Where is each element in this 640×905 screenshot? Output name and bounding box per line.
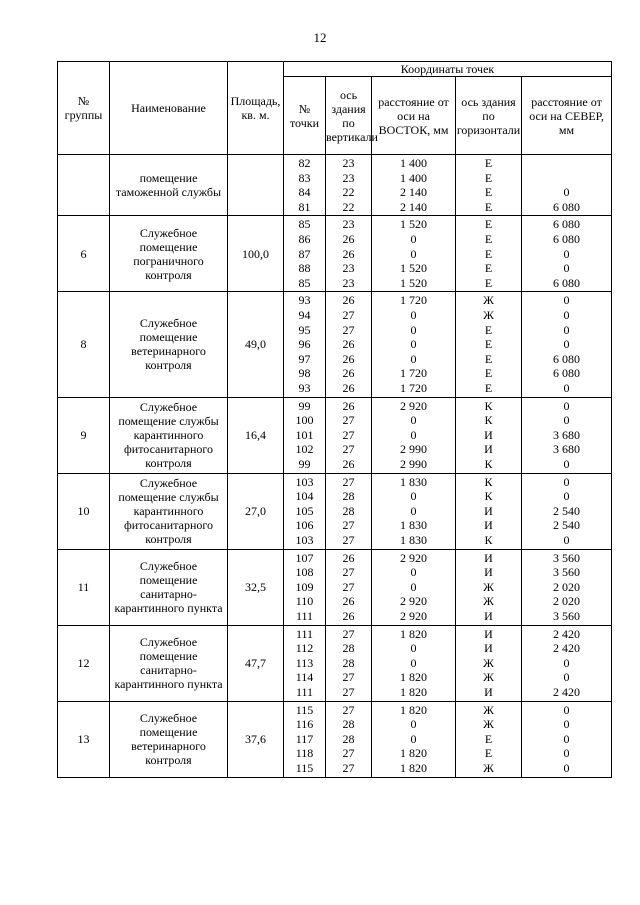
distance-east-value: 1 830 xyxy=(400,518,427,533)
group-area: 32,5 xyxy=(228,549,284,625)
distance-north-value: 2 020 xyxy=(553,594,581,609)
header-coordinates: Координаты точек xyxy=(284,62,612,77)
vertical-axis-value: 27 xyxy=(342,626,355,641)
point-number-cell xyxy=(284,701,326,777)
distance-north-value: 6 080 xyxy=(553,199,581,214)
vertical-axis-value: 23 xyxy=(342,261,355,276)
distance-east-value: 1 820 xyxy=(400,684,427,699)
distance-north-value: 3 560 xyxy=(553,565,581,580)
group-number: 8 xyxy=(58,292,110,397)
point-number-value: 103 xyxy=(295,474,314,489)
horizontal-axis-cell xyxy=(456,397,522,473)
vertical-axis-value: 22 xyxy=(342,185,355,200)
vertical-axis-value: 27 xyxy=(342,518,355,533)
distance-north-value: 2 420 xyxy=(553,684,581,699)
vertical-axis-value: 27 xyxy=(342,442,355,457)
distance-east-value: 1 820 xyxy=(400,760,427,775)
vertical-axis-value: 27 xyxy=(342,532,355,547)
group-area: 47,7 xyxy=(228,625,284,701)
distance-north-value: 0 xyxy=(563,731,570,746)
point-number-value: 110 xyxy=(295,594,314,609)
point-number-value: 105 xyxy=(295,503,314,518)
distance-north-value: 0 xyxy=(563,746,570,761)
point-number-value: 85 xyxy=(298,275,311,290)
distance-north-value: 3 560 xyxy=(553,550,581,565)
header-horizontal-axis: ось здания по горизонтали xyxy=(456,77,522,155)
point-number-value: 113 xyxy=(295,655,314,670)
distance-north-cell xyxy=(522,701,612,777)
distance-east-value: 0 xyxy=(410,413,417,428)
distance-north-cell xyxy=(522,155,612,216)
horizontal-axis-value: И xyxy=(484,684,493,699)
vertical-axis-value: 26 xyxy=(342,380,355,395)
distance-east-cell xyxy=(372,397,456,473)
distance-east-value: 0 xyxy=(410,232,417,246)
point-number-value: 93 xyxy=(298,380,311,395)
horizontal-axis-value: И xyxy=(484,518,493,533)
distance-north-value: 3 560 xyxy=(553,608,581,623)
group-area: 27,0 xyxy=(228,473,284,549)
distance-east-cell xyxy=(372,216,456,292)
horizontal-axis-value: И xyxy=(484,626,493,641)
distance-north-value xyxy=(522,171,611,186)
point-number-value: 117 xyxy=(295,731,314,746)
group-name: Служебное помещение санитарно-карантинного пункта xyxy=(110,625,228,701)
horizontal-axis-value: И xyxy=(484,608,493,623)
group-number: 10 xyxy=(58,473,110,549)
horizontal-axis-value: Е xyxy=(484,232,493,246)
horizontal-axis-value: К xyxy=(484,474,493,489)
vertical-axis-value: 28 xyxy=(342,641,355,656)
point-number-value: 112 xyxy=(295,641,314,656)
horizontal-axis-cell xyxy=(456,473,522,549)
distance-east-value: 2 920 xyxy=(400,594,427,609)
horizontal-axis-value: Е xyxy=(484,261,493,276)
point-number-value: 97 xyxy=(298,351,311,366)
distance-east-value: 1 820 xyxy=(400,746,427,761)
distance-north-value: 0 xyxy=(563,456,570,471)
point-number-value: 116 xyxy=(295,717,314,732)
horizontal-axis-value: И xyxy=(484,565,493,580)
vertical-axis-value: 26 xyxy=(342,293,355,308)
header-distance-east: расстояние от оси на ВОСТОК, мм xyxy=(372,77,456,155)
point-number-value: 104 xyxy=(295,489,314,504)
group-number xyxy=(58,155,110,216)
horizontal-axis-value: Е xyxy=(484,322,493,337)
vertical-axis-value: 27 xyxy=(342,702,355,717)
point-number-value: 107 xyxy=(295,550,314,565)
vertical-axis-value: 27 xyxy=(342,474,355,489)
horizontal-axis-value: И xyxy=(484,550,493,565)
horizontal-axis-value: Е xyxy=(484,275,493,290)
vertical-axis-value: 26 xyxy=(342,351,355,366)
point-number-value: 114 xyxy=(295,670,314,685)
point-number-value: 99 xyxy=(298,456,311,471)
distance-north-value: 0 xyxy=(563,261,570,276)
horizontal-axis-value: Е xyxy=(484,380,493,395)
point-number-value: 94 xyxy=(298,308,311,322)
distance-north-value: 0 xyxy=(563,246,570,261)
distance-north-value: 0 xyxy=(563,532,570,547)
vertical-axis-value: 26 xyxy=(342,594,355,609)
distance-north-value: 0 xyxy=(563,322,570,337)
vertical-axis-value: 27 xyxy=(342,760,355,775)
vertical-axis-value: 27 xyxy=(342,579,355,594)
point-number-value: 87 xyxy=(298,246,311,261)
vertical-axis-value: 23 xyxy=(342,156,355,170)
vertical-axis-value: 26 xyxy=(342,232,355,246)
header-point-no: № точки xyxy=(284,77,326,155)
distance-north-value: 2 420 xyxy=(553,626,581,641)
point-number-cell xyxy=(284,216,326,292)
distance-east-value: 0 xyxy=(410,322,417,337)
distance-east-value: 0 xyxy=(410,308,417,322)
distance-east-value: 0 xyxy=(410,427,417,442)
distance-east-cell xyxy=(372,155,456,216)
distance-north-value: 6 080 xyxy=(553,366,581,381)
distance-east-value: 0 xyxy=(410,337,417,352)
distance-north-value: 0 xyxy=(563,670,570,685)
horizontal-axis-value: Ж xyxy=(483,670,494,685)
horizontal-axis-value: К xyxy=(484,532,493,547)
point-number-value: 99 xyxy=(298,398,311,413)
distance-east-value: 1 400 xyxy=(400,170,427,185)
point-number-value: 118 xyxy=(295,746,314,761)
group-name: Служебное помещение санитарно-карантинного пункта xyxy=(110,549,228,625)
horizontal-axis-value: Е xyxy=(484,217,493,232)
point-number-value: 101 xyxy=(295,427,314,442)
group-number: 11 xyxy=(58,549,110,625)
vertical-axis-value: 22 xyxy=(342,199,355,214)
distance-east-value: 0 xyxy=(410,489,417,504)
distance-north-value: 0 xyxy=(563,413,570,428)
distance-east-cell xyxy=(372,701,456,777)
horizontal-axis-value: И xyxy=(484,503,493,518)
distance-north-value: 3 680 xyxy=(553,427,581,442)
distance-north-value: 0 xyxy=(563,398,570,413)
distance-east-value: 1 720 xyxy=(400,380,427,395)
group-name: Служебное помещение пограничного контроля xyxy=(110,216,228,292)
horizontal-axis-value: Е xyxy=(484,731,493,746)
distance-north-value: 0 xyxy=(563,185,570,200)
vertical-axis-value: 27 xyxy=(342,413,355,428)
horizontal-axis-value: Е xyxy=(484,746,493,761)
horizontal-axis-cell xyxy=(456,292,522,397)
point-number-value: 84 xyxy=(298,185,311,200)
distance-east-value: 2 990 xyxy=(400,456,427,471)
horizontal-axis-value: Е xyxy=(484,366,493,381)
point-number-value: 100 xyxy=(295,413,314,428)
distance-east-value: 2 920 xyxy=(400,398,427,413)
group-row xyxy=(58,155,612,216)
horizontal-axis-value: Ж xyxy=(483,717,494,732)
vertical-axis-value: 28 xyxy=(342,655,355,670)
vertical-axis-value: 27 xyxy=(342,565,355,580)
header-vertical-axis: ось здания по вертикали xyxy=(326,77,372,155)
point-number-cell xyxy=(284,397,326,473)
header-area: Площадь, кв. м. xyxy=(228,62,284,155)
vertical-axis-cell xyxy=(326,473,372,549)
horizontal-axis-value: К xyxy=(484,413,493,428)
distance-east-cell xyxy=(372,292,456,397)
point-number-value: 81 xyxy=(298,199,311,214)
vertical-axis-value: 28 xyxy=(342,731,355,746)
distance-east-value: 1 820 xyxy=(400,626,427,641)
horizontal-axis-value: Е xyxy=(484,156,493,170)
distance-east-value: 1 830 xyxy=(400,532,427,547)
distance-north-cell xyxy=(522,625,612,701)
point-number-value: 103 xyxy=(295,532,314,547)
horizontal-axis-value: Ж xyxy=(483,293,494,308)
horizontal-axis-cell xyxy=(456,701,522,777)
point-number-cell xyxy=(284,292,326,397)
distance-north-value: 6 080 xyxy=(553,275,581,290)
distance-north-cell xyxy=(522,473,612,549)
distance-east-value: 2 920 xyxy=(400,608,427,623)
coordinates-table xyxy=(57,61,612,778)
distance-north-cell xyxy=(522,397,612,473)
header-name: Наименование xyxy=(110,62,228,155)
vertical-axis-value: 27 xyxy=(342,670,355,685)
distance-north-value: 0 xyxy=(563,380,570,395)
group-row xyxy=(58,625,612,701)
distance-north-value: 0 xyxy=(563,474,570,489)
distance-east-value: 0 xyxy=(410,579,417,594)
distance-east-value: 1 720 xyxy=(400,293,427,308)
group-name: Служебное помещение ветеринарного контроля xyxy=(110,701,228,777)
distance-east-value: 0 xyxy=(410,503,417,518)
vertical-axis-value: 23 xyxy=(342,170,355,185)
horizontal-axis-cell xyxy=(456,155,522,216)
vertical-axis-cell xyxy=(326,397,372,473)
vertical-axis-cell xyxy=(326,155,372,216)
vertical-axis-value: 23 xyxy=(342,275,355,290)
point-number-value: 82 xyxy=(298,156,311,170)
distance-east-value: 1 830 xyxy=(400,474,427,489)
vertical-axis-value: 26 xyxy=(342,608,355,623)
horizontal-axis-cell xyxy=(456,216,522,292)
vertical-axis-value: 23 xyxy=(342,217,355,232)
horizontal-axis-value: К xyxy=(484,489,493,504)
group-row xyxy=(58,292,612,397)
vertical-axis-value: 26 xyxy=(342,456,355,471)
point-number-value: 111 xyxy=(295,608,314,623)
distance-east-value: 2 920 xyxy=(400,550,427,565)
point-number-cell xyxy=(284,625,326,701)
vertical-axis-value: 28 xyxy=(342,489,355,504)
point-number-value: 108 xyxy=(295,565,314,580)
vertical-axis-value: 26 xyxy=(342,398,355,413)
point-number-value: 102 xyxy=(295,442,314,457)
vertical-axis-cell xyxy=(326,292,372,397)
distance-north-value: 0 xyxy=(563,717,570,732)
horizontal-axis-value: Ж xyxy=(483,702,494,717)
point-number-value: 98 xyxy=(298,366,311,381)
distance-east-value: 1 520 xyxy=(400,217,427,232)
group-row xyxy=(58,701,612,777)
horizontal-axis-value: Е xyxy=(484,246,493,261)
distance-east-cell xyxy=(372,625,456,701)
vertical-axis-cell xyxy=(326,216,372,292)
distance-east-value: 2 140 xyxy=(400,185,427,200)
horizontal-axis-value: Ж xyxy=(483,594,494,609)
point-number-value: 111 xyxy=(295,626,314,641)
horizontal-axis-cell xyxy=(456,549,522,625)
distance-east-value: 1 400 xyxy=(400,156,427,170)
horizontal-axis-value: И xyxy=(484,641,493,656)
distance-north-value: 2 020 xyxy=(553,579,581,594)
point-number-value: 115 xyxy=(295,760,314,775)
vertical-axis-value: 27 xyxy=(342,308,355,322)
group-area xyxy=(228,155,284,216)
group-name: Служебное помещение службы карантинного фитосанитарного контроля xyxy=(110,473,228,549)
group-number: 6 xyxy=(58,216,110,292)
distance-east-value: 0 xyxy=(410,351,417,366)
group-row xyxy=(58,397,612,473)
group-number: 12 xyxy=(58,625,110,701)
table-body xyxy=(58,155,612,778)
group-number: 13 xyxy=(58,701,110,777)
distance-east-value: 0 xyxy=(410,246,417,261)
header-group-no: № группы xyxy=(58,62,110,155)
distance-east-value: 1 820 xyxy=(400,670,427,685)
distance-east-value: 0 xyxy=(410,731,417,746)
vertical-axis-cell xyxy=(326,701,372,777)
group-area: 49,0 xyxy=(228,292,284,397)
point-number-value: 93 xyxy=(298,293,311,308)
vertical-axis-value: 28 xyxy=(342,503,355,518)
distance-east-value: 0 xyxy=(410,717,417,732)
group-name: помещение таможенной службы xyxy=(110,155,228,216)
distance-north-value: 0 xyxy=(563,489,570,504)
distance-east-value: 2 140 xyxy=(400,199,427,214)
distance-north-value: 0 xyxy=(563,337,570,352)
page-number: 12 xyxy=(313,30,327,45)
point-number-value: 115 xyxy=(295,702,314,717)
vertical-axis-value: 26 xyxy=(342,337,355,352)
vertical-axis-value: 28 xyxy=(342,717,355,732)
horizontal-axis-value: Е xyxy=(484,351,493,366)
vertical-axis-value: 27 xyxy=(342,427,355,442)
point-number-value: 85 xyxy=(298,217,311,232)
point-number-value: 83 xyxy=(298,170,311,185)
horizontal-axis-cell xyxy=(456,625,522,701)
distance-east-cell xyxy=(372,473,456,549)
horizontal-axis-value: Е xyxy=(484,170,493,185)
group-name: Служебное помещение ветеринарного контроля xyxy=(110,292,228,397)
group-row xyxy=(58,216,612,292)
horizontal-axis-value: Ж xyxy=(483,760,494,775)
vertical-axis-value: 27 xyxy=(342,746,355,761)
horizontal-axis-value: Ж xyxy=(483,308,494,322)
vertical-axis-cell xyxy=(326,625,372,701)
horizontal-axis-value: К xyxy=(484,398,493,413)
point-number-value: 95 xyxy=(298,322,311,337)
vertical-axis-value: 27 xyxy=(342,322,355,337)
point-number-value: 88 xyxy=(298,261,311,276)
horizontal-axis-value: Ж xyxy=(483,655,494,670)
distance-east-value: 1 720 xyxy=(400,366,427,381)
horizontal-axis-value: И xyxy=(484,427,493,442)
group-area: 16,4 xyxy=(228,397,284,473)
distance-north-cell xyxy=(522,549,612,625)
horizontal-axis-value: Е xyxy=(484,185,493,200)
distance-north-value: 0 xyxy=(563,308,570,322)
point-number-cell xyxy=(284,549,326,625)
header-distance-north: расстояние от оси на СЕВЕР, мм xyxy=(522,77,612,155)
vertical-axis-value: 26 xyxy=(342,550,355,565)
distance-east-cell xyxy=(372,549,456,625)
distance-north-value: 2 540 xyxy=(553,518,581,533)
vertical-axis-cell xyxy=(326,549,372,625)
distance-north-value: 0 xyxy=(563,293,570,308)
horizontal-axis-value: Ж xyxy=(483,579,494,594)
horizontal-axis-value: Е xyxy=(484,337,493,352)
distance-east-value: 1 520 xyxy=(400,261,427,276)
group-area: 37,6 xyxy=(228,701,284,777)
point-number-value: 111 xyxy=(295,684,314,699)
distance-north-value: 2 420 xyxy=(553,641,581,656)
point-number-value: 106 xyxy=(295,518,314,533)
point-number-cell xyxy=(284,473,326,549)
distance-north-value xyxy=(522,156,611,171)
group-row xyxy=(58,549,612,625)
distance-north-value: 0 xyxy=(563,760,570,775)
group-number: 9 xyxy=(58,397,110,473)
vertical-axis-value: 27 xyxy=(342,684,355,699)
horizontal-axis-value: И xyxy=(484,442,493,457)
distance-north-cell xyxy=(522,216,612,292)
group-row xyxy=(58,473,612,549)
distance-east-value: 1 820 xyxy=(400,702,427,717)
distance-east-value: 0 xyxy=(410,655,417,670)
distance-east-value: 0 xyxy=(410,565,417,580)
distance-north-value: 6 080 xyxy=(553,217,581,232)
vertical-axis-value: 26 xyxy=(342,246,355,261)
group-name: Служебное помещение службы карантинного фитосанитарного контроля xyxy=(110,397,228,473)
distance-east-value: 0 xyxy=(410,641,417,656)
distance-north-cell xyxy=(522,292,612,397)
distance-north-value: 2 540 xyxy=(553,503,581,518)
point-number-cell xyxy=(284,155,326,216)
point-number-value: 109 xyxy=(295,579,314,594)
vertical-axis-value: 26 xyxy=(342,366,355,381)
horizontal-axis-value: К xyxy=(484,456,493,471)
point-number-value: 96 xyxy=(298,337,311,352)
distance-north-value: 0 xyxy=(563,702,570,717)
distance-north-value: 6 080 xyxy=(553,351,581,366)
distance-east-value: 2 990 xyxy=(400,442,427,457)
distance-north-value: 6 080 xyxy=(553,232,581,246)
group-area: 100,0 xyxy=(228,216,284,292)
point-number-value: 86 xyxy=(298,232,311,246)
distance-east-value: 1 520 xyxy=(400,275,427,290)
distance-north-value: 3 680 xyxy=(553,442,581,457)
horizontal-axis-value: Е xyxy=(484,199,493,214)
distance-north-value: 0 xyxy=(563,655,570,670)
